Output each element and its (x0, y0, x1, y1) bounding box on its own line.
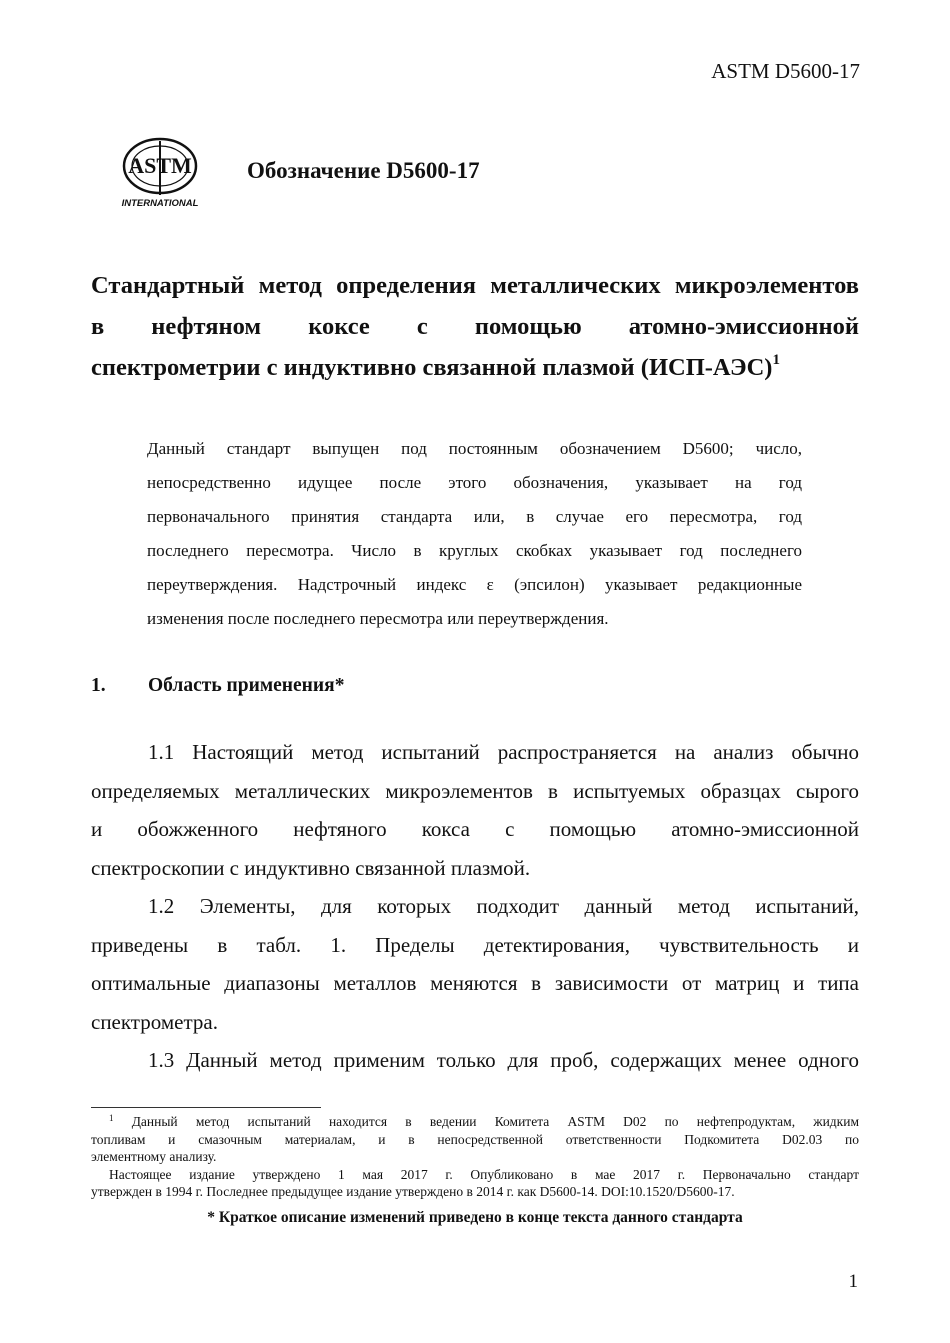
logo-text-top: ASTM (128, 153, 192, 178)
footnote-separator (91, 1107, 321, 1108)
footnote-line (91, 1113, 859, 1131)
title-line: в нефтяном коксе с помощью атомно-эмиссионной (91, 313, 859, 340)
paragraph-line: оптимальные диапазоны металлов меняются в зависимости от матриц и типа (91, 971, 859, 995)
changes-summary-note: * Краткое описание изменений приведено в конце текста данного стандарта (207, 1209, 743, 1226)
footnote-line: элементному анализу. (91, 1149, 217, 1164)
paragraph-line: 1.3 Данный метод применим только для проб, содержащих менее одного (148, 1048, 859, 1072)
title-footnote-ref[interactable]: 1 (772, 352, 780, 368)
paragraph-line: 1.1 Настоящий метод испытаний распространяется на анализ обычно (148, 740, 859, 764)
paragraph-line: спектроскопии с индуктивно связанной плазмой. (91, 855, 531, 880)
logo-text-bottom: INTERNATIONAL (121, 198, 199, 209)
notice-line: последнего пересмотра. Число в круглых скобках указывает год последнего (147, 541, 802, 560)
notice-line: изменения после последнего пересмотра или переутверждения. (147, 609, 609, 628)
document-title (91, 265, 859, 388)
paragraph-line: приведены в табл. 1. Пределы детектирования, чувствительность и (91, 932, 859, 957)
page-number: 1 (848, 1271, 858, 1292)
title-line-last (91, 347, 859, 388)
footnote-line: топливам и смазочным материалам, и в непосредственной ответственности Подкомитета D02.03 по (91, 1131, 859, 1147)
notice-line: первоначального принятия стандарта или, в случае его пересмотра, год (147, 507, 802, 526)
title-line: Стандартный метод определения металлических микроэлементов (91, 272, 859, 299)
astm-logo (117, 133, 203, 209)
notice-line: переутверждения. Надстрочный индекс ε (эпсилон) указывает редакционные (147, 575, 802, 594)
paragraph-line: и обожженного нефтяного кокса с помощью атомно-эмиссионной (91, 817, 859, 841)
footnote-number: 1 (109, 1113, 114, 1123)
footnote-line: утвержден в 1994 г. Последнее предыдущее издание утверждено в 2014 г. как D5600-14. DOI:10.1520/D5600-17. (91, 1184, 735, 1199)
standard-designation: Обозначение D5600-17 (247, 158, 480, 183)
paragraph-1-3 (91, 1041, 859, 1080)
section-heading (91, 675, 344, 697)
paragraph-line: определяемых металлических микроэлементов в испытуемых образцах сырого (91, 778, 859, 803)
header-standard-code: ASTM D5600-17 (711, 59, 860, 83)
paragraph-1-2 (91, 887, 859, 1041)
title-line: спектрометрии с индуктивно связанной плазмой (ИСП-АЭС) (91, 354, 773, 381)
paragraph-line: 1.2 Элементы, для которых подходит данный метод испытаний, (148, 894, 859, 918)
paragraph-line: спектрометра. (91, 1009, 218, 1034)
section-title: Область применения* (148, 675, 345, 696)
footnotes (91, 1113, 859, 1201)
notice-line: Данный стандарт выпущен под постоянным обозначением D5600; число, (147, 439, 802, 458)
designation-notice (147, 432, 802, 636)
notice-line: непосредственно идущее после этого обозначения, указывает на год (147, 473, 802, 492)
footnote-text: Данный метод испытаний находится в ведении Комитета ASTM D02 по нефтепродуктам, жидким (131, 1114, 860, 1129)
section-number: 1. (91, 675, 106, 696)
paragraph-1-1 (91, 733, 859, 887)
footnote-line: Настоящее издание утверждено 1 мая 2017 г. Опубликовано в мае 2017 г. Первоначально стандарт (109, 1166, 859, 1182)
